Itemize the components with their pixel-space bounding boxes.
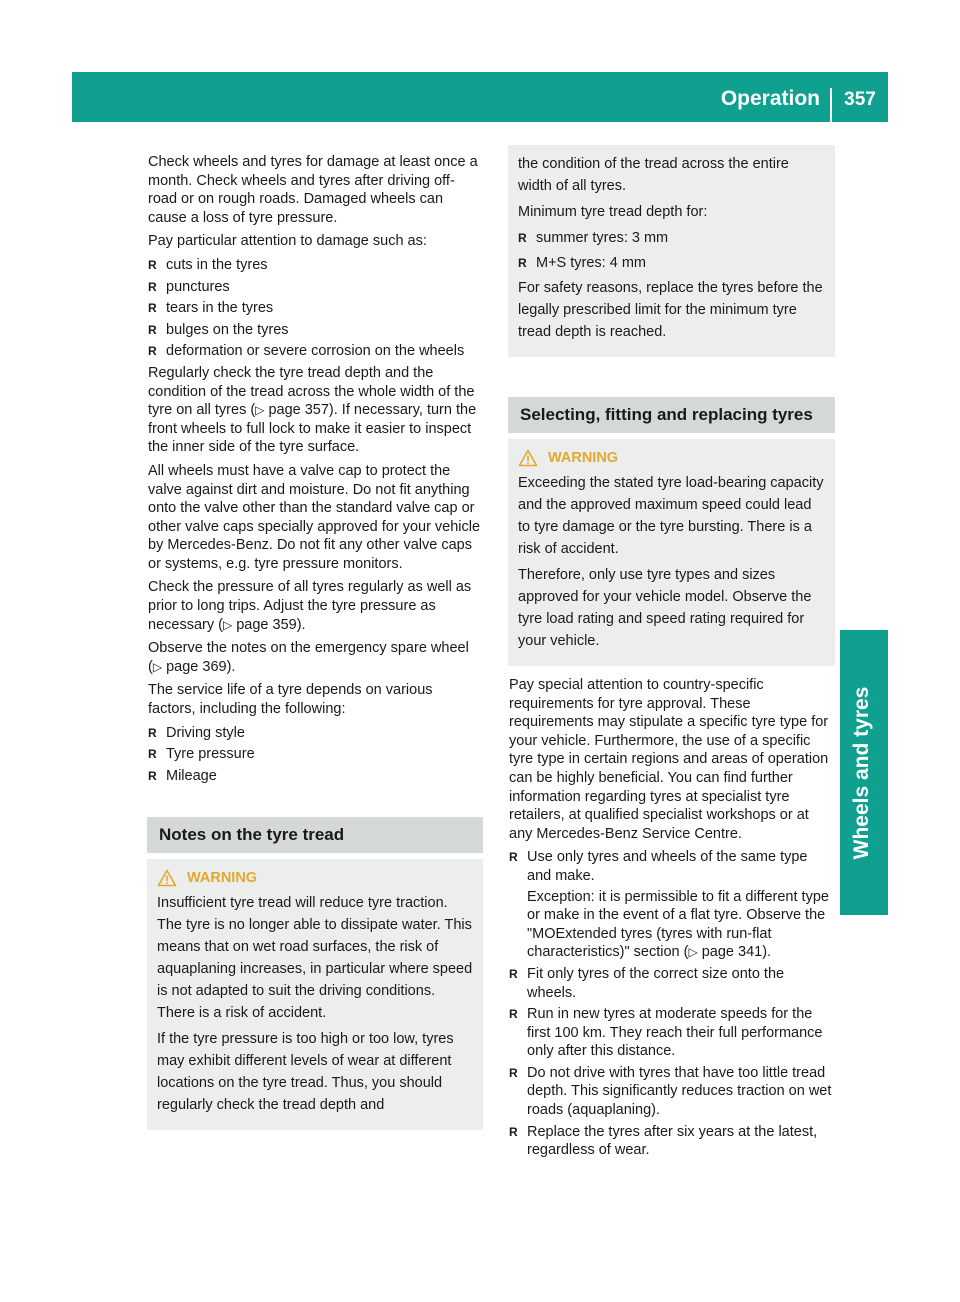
paragraph: Pay particular attention to damage such as: — [148, 233, 427, 250]
warning-box — [508, 439, 835, 666]
list-item: R Driving style — [148, 724, 245, 741]
warning-triangle-icon — [518, 449, 538, 467]
page-ref-arrow-icon: ▷ — [255, 403, 265, 418]
list-item: R Replace the tyres after six years at the latest, regardless of wear. — [509, 1123, 818, 1159]
list-item: R Fit only tyres of the correct size onto the wheels. — [509, 965, 785, 1001]
page-reference-link[interactable]: page 357 — [268, 402, 329, 419]
bullet-icon: R — [518, 231, 527, 245]
bullet-icon: R — [509, 966, 518, 981]
right-column — [509, 153, 834, 1163]
bullet-icon: R — [509, 850, 518, 865]
warning-title: WARNING — [518, 447, 825, 469]
warning-text: Therefore, only use tyre types and sizes approved for your vehicle model. Observe the tyre load rating and speed rating required for your vehicle. — [518, 567, 812, 649]
bullet-icon: R — [148, 344, 157, 359]
list-item: R punctures — [148, 278, 230, 295]
bullet-icon: R — [518, 256, 527, 270]
list-item: R Mileage — [148, 767, 217, 784]
warning-text: Insufficient tyre tread will reduce tyre traction. The tyre is no longer able to dissipate water. This means that on wet road surfaces, the risk of aquaplaning increases, in particular where speed is not adapted to suit the driving conditions. There is a risk of accident. — [157, 895, 473, 1022]
chapter-tab-label: Wheels and tyres — [850, 686, 873, 860]
bullet-icon: R — [148, 279, 157, 294]
page-reference-link[interactable]: page 359 — [236, 616, 297, 633]
page-header — [72, 72, 888, 122]
warning-text: the condition of the tread across the entire width of all tyres. — [518, 156, 789, 194]
bullet-icon: R — [148, 301, 157, 316]
warning-text: For safety reasons, replace the tyres before the legally prescribed limit for the minimum tyre tread depth is reached. — [518, 280, 823, 340]
paragraph: Check the pressure of all tyres regularly as well as prior to long trips. Adjust the tyre pressure as necessary (▷ page 359). — [148, 579, 472, 633]
bullet-icon: R — [148, 725, 157, 740]
paragraph: All wheels must have a valve cap to protect the valve against dirt and moisture. Do not fit anything onto the valve other than the standard valve cap or other valve caps specially approved for your vehicle by Mercedes-Benz. Do not fit any other valve caps or systems, e.g. tyre pressure monitors. — [148, 462, 481, 572]
list-item: R Use only tyres and wheels of the same type and make. Exception: it is permissible to fit a different type or make in the event of a flat tyre. Observe the "MOExtended tyres (tyres with run-flat characteristics)" section (▷ page 341). — [509, 848, 834, 962]
list-item: R cuts in the tyres — [148, 256, 268, 273]
list-item: R Tyre pressure — [148, 746, 255, 763]
section-heading-selecting-tyres: Selecting, fitting and replacing tyres — [508, 397, 835, 433]
bullet-icon: R — [148, 747, 157, 762]
list-item: R Do not drive with tyres that have too little tread depth. This significantly reduces traction on wet roads (aquaplaning). — [509, 1064, 832, 1119]
list-item: R bulges on the tyres — [148, 321, 289, 338]
bullet-icon: R — [509, 1124, 518, 1139]
list-item: R tears in the tyres — [148, 300, 274, 317]
paragraph: Pay special attention to country-specific requirements for tyre approval. These requirements may stipulate a specific tyre type for your vehicle. Furthermore, the use of a specific tyre type in certain regions and areas of operation can be highly beneficial. You can find further information regarding tyres at specialist tyre retailers, at qualified specialist workshops or at any Mercedes-Benz Service Centre. — [509, 677, 829, 842]
paragraph: The service life of a tyre depends on various factors, including the following: — [148, 682, 433, 718]
page-reference-link[interactable]: page 341 — [701, 944, 763, 961]
page-ref-arrow-icon: ▷ — [222, 617, 233, 632]
list-item-note: Exception: it is permissible to fit a different type or make in the event of a flat tyre. Observe the "MOExtended tyres (tyres with run-flat characteristics)" section (▷ page 341). — [527, 888, 829, 961]
list-item: R M+S tyres: 4 mm — [518, 252, 825, 274]
page-ref-arrow-icon: ▷ — [152, 659, 163, 674]
bullet-icon: R — [509, 1065, 518, 1080]
list-item: R Run in new tyres at moderate speeds for the first 100 km. They reach their full performance only after this distance. — [509, 1006, 823, 1060]
paragraph: Check wheels and tyres for damage at least once a month. Check wheels and tyres after driving off-road or on rough roads. Damaged wheels can cause a loss of tyre pressure. — [148, 154, 478, 226]
warning-box — [147, 859, 483, 1130]
bullet-icon: R — [148, 768, 157, 783]
bullet-icon: R — [148, 257, 157, 272]
list-item: R summer tyres: 3 mm — [518, 227, 825, 249]
page-reference-link[interactable]: page 369 — [166, 658, 227, 675]
list-item: R deformation or severe corrosion on the wheels — [148, 343, 465, 360]
warning-triangle-icon — [157, 869, 177, 887]
warning-text: Exceeding the stated tyre load-bearing capacity and the approved maximum speed could lead to tyre damage or the tyre bursting. There is a risk of accident. — [518, 475, 824, 557]
warning-title: WARNING — [157, 867, 473, 889]
bullet-icon: R — [509, 1007, 518, 1022]
bullet-icon: R — [148, 322, 157, 337]
section-title: Operation — [721, 88, 832, 122]
section-heading-tyre-tread: Notes on the tyre tread — [147, 817, 483, 853]
page-number: 357 — [844, 89, 876, 110]
left-column — [148, 153, 482, 1140]
warning-text: If the tyre pressure is too high or too low, tyres may exhibit different levels of wear at different locations on the tyre tread. Thus, you should regularly check the tread depth and — [157, 1031, 454, 1114]
page-ref-arrow-icon: ▷ — [688, 945, 698, 960]
paragraph: Regularly check the tyre tread depth and the condition of the tread across the whole width of the tyre on all tyres (▷ page 357). If necessary, turn the front wheels to full lock to make it easier to inspect the inner side of the tyre surface. — [148, 364, 477, 456]
continued-warning-box — [508, 145, 835, 357]
chapter-marker — [840, 867, 888, 915]
paragraph: Observe the notes on the emergency spare wheel (▷ page 369). — [148, 640, 469, 675]
warning-text: Minimum tyre tread depth for: — [518, 204, 708, 220]
